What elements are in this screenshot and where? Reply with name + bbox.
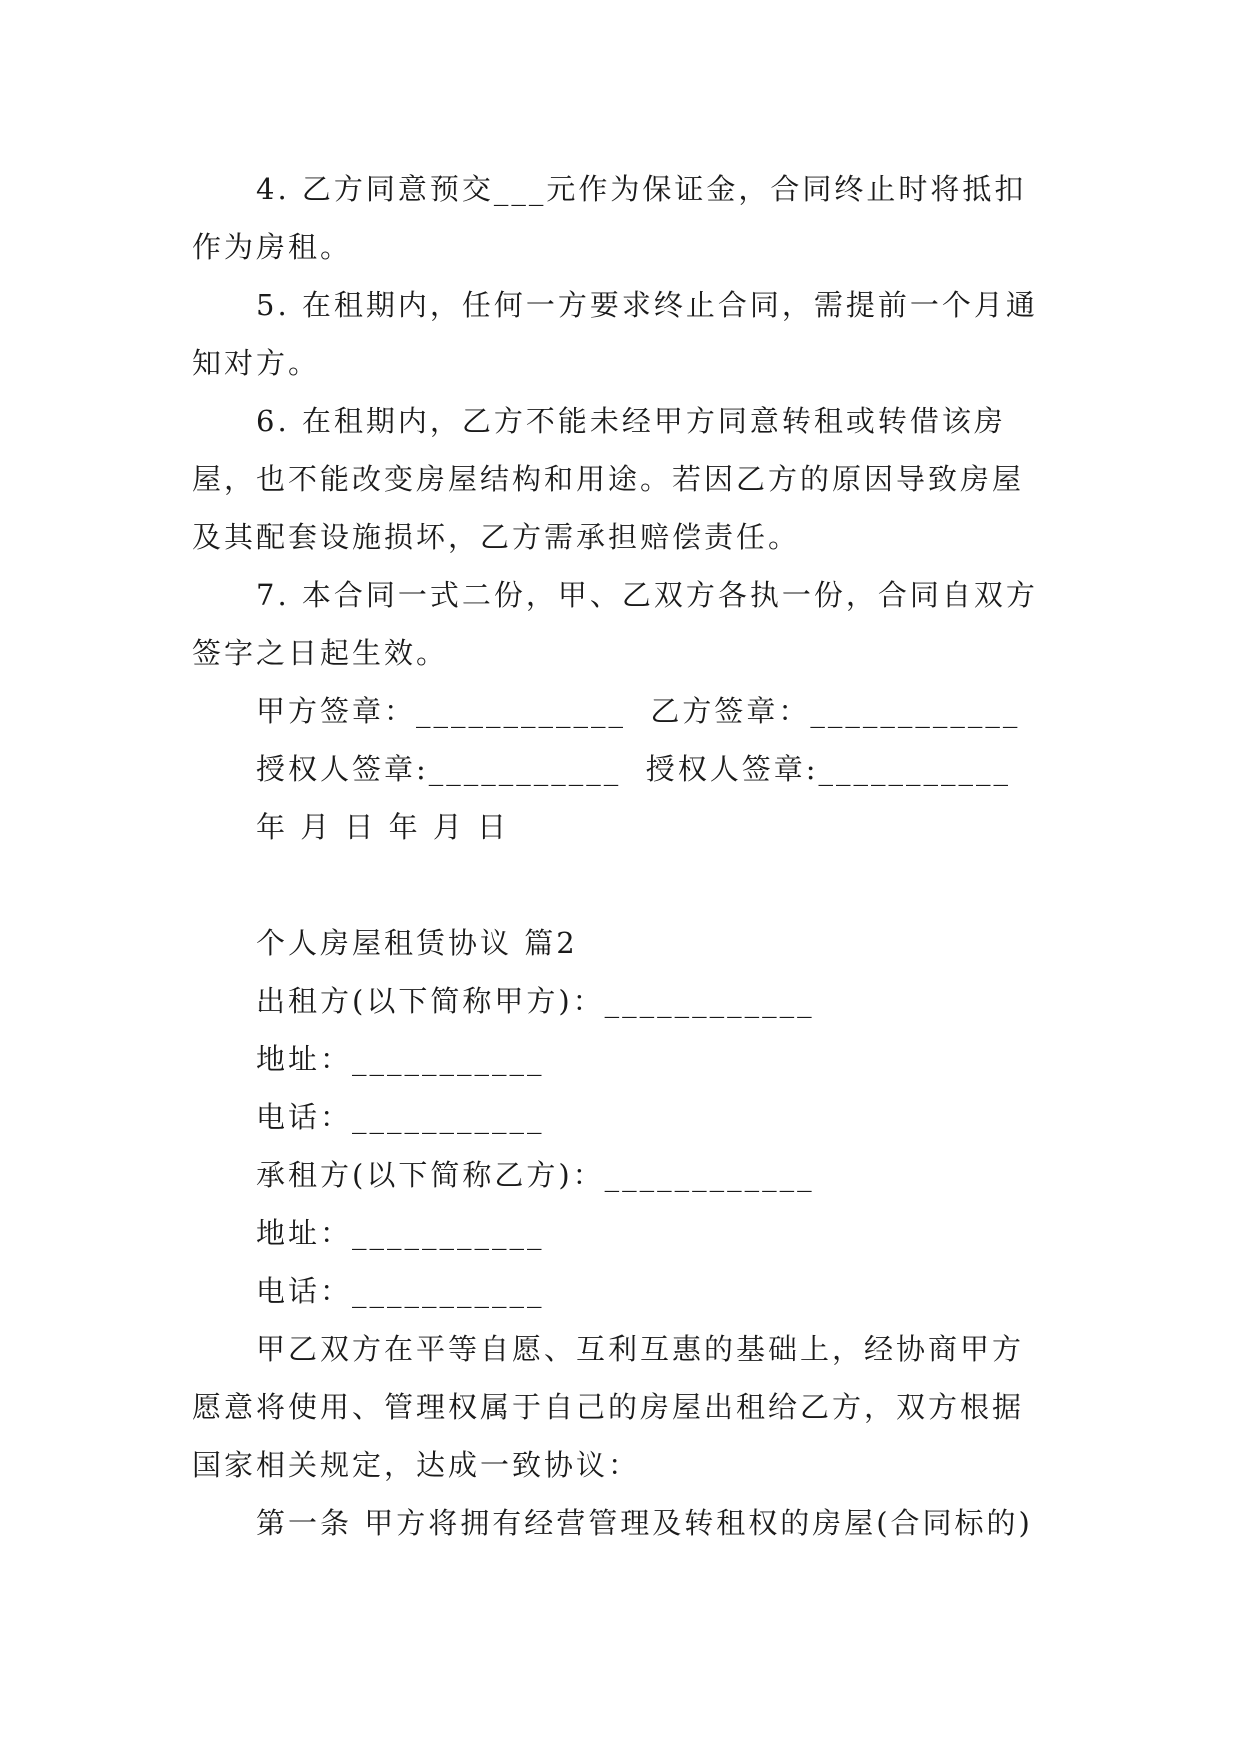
lessor-line: 出租方(以下简称甲方)：____________: [256, 984, 815, 1018]
document-body: [192, 160, 1052, 1552]
signature-line-parties: 甲方签章：____________ 乙方签章：____________: [256, 694, 1021, 728]
preamble-paragraph: 甲乙双方在平等自愿、互利互惠的基础上，经协商甲方愿意将使用、管理权属于自己的房屋出租给乙方，双方根据国家相关规定，达成一致协议：: [192, 1332, 1025, 1482]
section2-title: 个人房屋租赁协议 篇2: [256, 926, 578, 960]
lessee-phone-line: 电话：___________: [256, 1274, 545, 1308]
section-spacer: [192, 856, 1052, 914]
lessee-line: 承租方(以下简称乙方)：____________: [256, 1158, 815, 1192]
signature-line-authorized: 授权人签章:___________ 授权人签章:___________: [256, 752, 1011, 786]
article-1: 第一条 甲方将拥有经营管理及转租权的房屋(合同标的): [256, 1506, 1033, 1540]
lessor-address-line: 地址：___________: [256, 1042, 545, 1076]
clause-5: 5. 在租期内，任何一方要求终止合同，需提前一个月通知对方。: [192, 288, 1038, 380]
signature-date-line: 年 月 日 年 月 日: [256, 810, 510, 844]
clause-4: 4. 乙方同意预交___元作为保证金，合同终止时将抵扣作为房租。: [192, 172, 1027, 264]
clause-6: 6. 在租期内，乙方不能未经甲方同意转租或转借该房屋，也不能改变房屋结构和用途。若因乙方的原因导致房屋及其配套设施损坏，乙方需承担赔偿责任。: [192, 404, 1025, 554]
lessee-address-line: 地址：___________: [256, 1216, 545, 1250]
lessor-phone-line: 电话：___________: [256, 1100, 545, 1134]
clause-7: 7. 本合同一式二份，甲、乙双方各执一份，合同自双方签字之日起生效。: [192, 578, 1038, 670]
